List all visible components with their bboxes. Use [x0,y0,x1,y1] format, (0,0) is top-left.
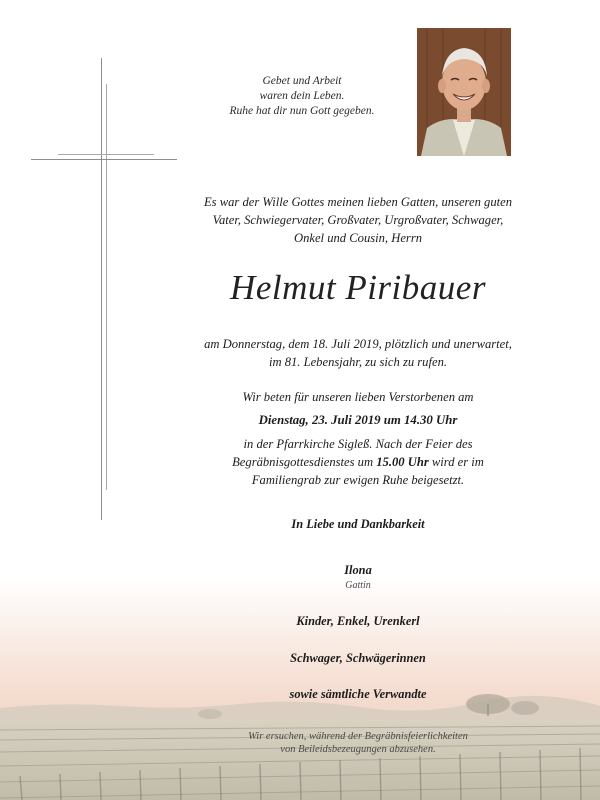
cross-vertical-line-inner [106,84,107,490]
intro-text [190,193,526,247]
cross-vertical-line [101,58,102,520]
funeral-line: Familiengrab zur ewigen Ruhe beigesetzt. [251,473,465,487]
cross-horizontal-line-inner [58,154,154,155]
funeral-line-text: wird er im [428,455,484,469]
mourners-heading: In Liebe und Dankbarkeit [291,517,425,531]
funeral-info [190,388,526,489]
death-text [190,335,526,371]
verse-line: waren dein Leben. [259,90,345,102]
verse-line: Gebet und Arbeit [262,75,342,87]
death-line: im 81. Lebensjahr, zu sich zu rufen. [268,355,448,369]
intro-line: Es war der Wille Gottes meinen lieben Gatten, unseren guten [203,195,513,209]
footer-line: Wir ersuchen, während der Begräbnisfeierlichkeiten [248,731,468,742]
funeral-line [190,453,526,471]
deceased-name: Helmut Piribauer [230,268,486,307]
mourner-group: Schwager, Schwägerinnen [290,651,426,665]
portrait-photo [417,28,511,156]
burial-time: 15.00 Uhr [376,455,429,469]
mourner-group: sowie sämtliche Verwandte [289,687,427,701]
cross-horizontal-line [31,159,177,160]
spouse-role: Gattin [345,580,371,591]
funeral-line: in der Pfarrkirche Sigleß. Nach der Feier des [243,437,473,451]
verse-block [222,74,382,119]
funeral-date: Dienstag, 23. Juli 2019 um 14.30 Uhr [258,413,458,427]
intro-line: Onkel und Cousin, Herrn [293,231,423,245]
footer-line: von Beileidsbezeugungen abzusehen. [280,744,436,755]
death-line: am Donnerstag, dem 18. Juli 2019, plötzlich und unerwartet, [204,337,512,351]
funeral-line-text: Begräbnisgottesdienstes um [232,455,377,469]
verse-line: Ruhe hat dir nun Gott gegeben. [229,105,375,117]
mourner-group: Kinder, Enkel, Urenkerl [296,614,420,628]
spouse-name: Ilona [344,563,372,577]
intro-line: Vater, Schwiegervater, Großvater, Urgroßvater, Schwager, [212,213,504,227]
footer-note [190,730,526,756]
pray-line: Wir beten für unseren lieben Verstorbenen am [242,390,474,404]
